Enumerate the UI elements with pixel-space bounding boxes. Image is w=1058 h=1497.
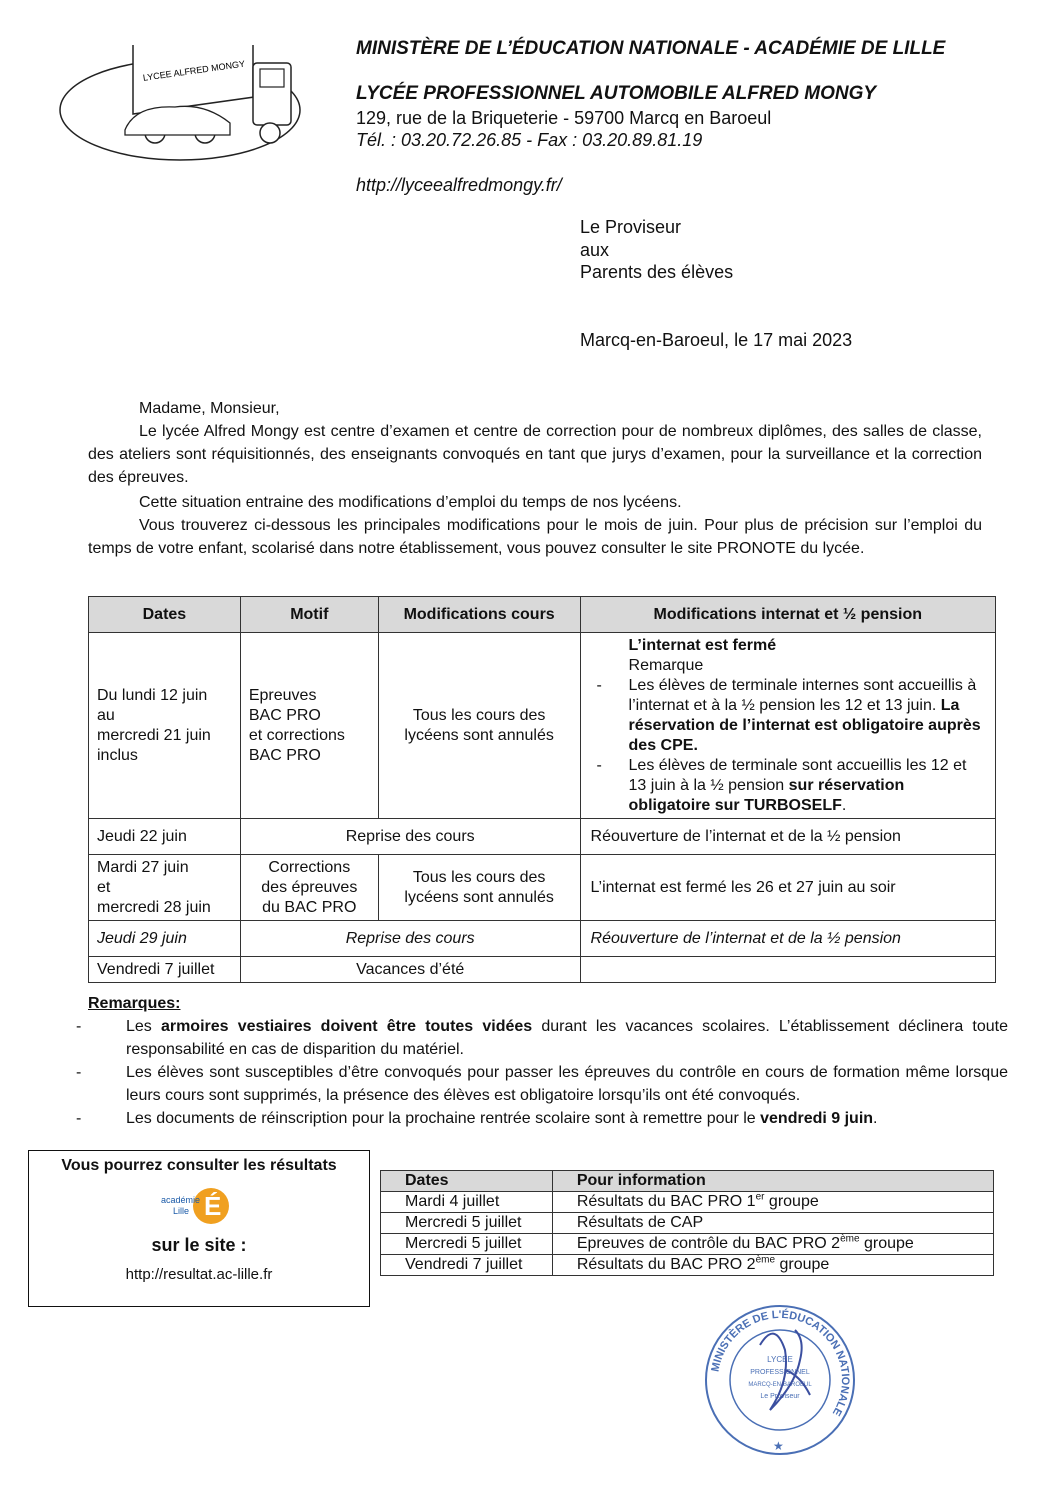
recipient-aux: aux: [580, 240, 610, 260]
school-logo: [55, 45, 305, 165]
paragraph-2: Cette situation entraine des modifications d’emploi du temps de nos lycéens.: [139, 494, 682, 511]
row2-date: Jeudi 22 juin: [89, 819, 241, 855]
paragraph-1: [88, 420, 982, 489]
school-phone: Tél. : 03.20.72.26.85 - Fax : 03.20.89.81.19: [356, 130, 703, 150]
results-header-dates: Dates: [381, 1171, 553, 1192]
results-header-info: Pour information: [552, 1171, 993, 1192]
row1-date-4: inclus: [97, 746, 138, 764]
row1-motif: [240, 633, 378, 819]
logo-text: LYCEE ALFRED MONGY: [142, 58, 246, 83]
row1-motif-1: Epreuves: [248, 686, 317, 704]
row3-dates: [89, 855, 241, 921]
results-box: [28, 1150, 370, 1307]
row1-internat-title: L’internat est fermé: [628, 636, 777, 654]
col-header-cours: Modifications cours: [378, 597, 580, 633]
table-row: [381, 1234, 994, 1255]
remark-item-3: - Les documents de réinscription pour la prochaine rentrée scolaire sont à remettre pour le vendredi 9 juin.: [76, 1110, 878, 1127]
results-site-label: sur le site :: [151, 1235, 247, 1255]
paragraph-3: [88, 514, 982, 560]
row1-bullet-2-text: Les élèves de terminale sont accueillis les 12 et 13 juin à la ½ pension: [628, 756, 967, 794]
row1-bullet-1-bold: La réservation de l’internat est obligatoire auprès des CPE: [628, 696, 981, 754]
remark-3-pre: Les documents de réinscription pour la prochaine rentrée scolaire sont à remettre pour le: [126, 1110, 756, 1127]
remark-item-1: - Les armoires vestiaires doivent être toutes vidées durant les vacances scolaires. L’établissement déclinera toute responsabilité en cas de disparition du matériel.: [76, 1018, 1009, 1058]
school-name: LYCÉE PROFESSIONNEL AUTOMOBILE ALFRED MONGY: [356, 83, 877, 104]
official-stamp: [700, 1300, 860, 1460]
row4-date: Jeudi 29 juin: [89, 921, 241, 957]
paragraph-3-text: Vous trouverez ci-dessous les principales modifications pour le mois de juin. Pour plus de précision sur l’emploi du temps de votre enfant, scolarisé dans notre établissement, vous pouvez consulter le site PRONOTE du lycée.: [88, 517, 982, 557]
stamp-ring-text: MINISTÈRE DE L'ÉDUCATION NATIONALE: [709, 1308, 852, 1418]
remarks-list: [60, 1015, 1008, 1130]
svg-text:É: É: [204, 1191, 222, 1221]
table-row: [89, 921, 996, 957]
results-info: Résultats du BAC PRO 2ème groupe: [552, 1255, 993, 1276]
row2-internat: Réouverture de l’internat et de la ½ pension: [580, 819, 995, 855]
results-table: [380, 1170, 994, 1276]
academie-logo-line2: Lille: [173, 1206, 190, 1216]
paragraph-1-text: Le lycée Alfred Mongy est centre d’examen et centre de correction pour de nombreux diplômes, des salles de classe, des ateliers sont réquisitionnés, des enseignants convoqués en tant que jurys d’examen, pour la surveillance et la correction des épreuves.: [88, 423, 982, 486]
table-row: [89, 633, 996, 819]
row1-internat-remark: Remarque: [628, 656, 704, 674]
remark-1-bold: armoires vestiaires doivent être toutes vidées: [160, 1018, 533, 1035]
stamp-center-3: MARCQ-EN-BAROEUL: [748, 1382, 812, 1388]
sender-line: Le Proviseur: [580, 217, 682, 237]
remarks-title: Remarques:: [88, 995, 181, 1012]
recipient-line: Parents des élèves: [580, 262, 734, 282]
results-date: Mercredi 5 juillet: [381, 1234, 553, 1255]
results-date: Vendredi 7 juillet: [381, 1255, 553, 1276]
table-row: [89, 819, 996, 855]
col-header-motif: Motif: [240, 597, 378, 633]
table-row: [381, 1192, 994, 1213]
school-address: 129, rue de la Briqueterie - 59700 Marcq en Baroeul: [356, 108, 772, 128]
remark-item-2: - Les élèves sont susceptibles d’être convoqués pour passer les épreuves du contrôle en cours de formation même lorsque leurs cours sont supprimés, la présence des élèves est obligatoire lorsqu’ils ont été convoqués.: [76, 1064, 1008, 1104]
row3-date-1: Mardi 27 juin: [97, 858, 189, 876]
row1-dates: [89, 633, 241, 819]
row1-motif-3: et corrections: [248, 726, 345, 744]
row1-motif-2: BAC PRO: [248, 706, 321, 724]
row1-date-3: mercredi 21 juin: [97, 726, 211, 744]
table-row: [381, 1213, 994, 1234]
remark-3-bold: vendredi 9 juin: [760, 1110, 874, 1127]
row3-motif-2: des épreuves: [261, 878, 358, 896]
results-header-row: [381, 1171, 994, 1192]
row1-date-1: Du lundi 12 juin: [97, 686, 208, 704]
remark-1-pre: Les: [126, 1018, 152, 1035]
row3-motif-1: Corrections: [268, 858, 351, 876]
schedule-table: [88, 596, 996, 983]
school-website[interactable]: http://lyceealfredmongy.fr/: [356, 175, 562, 195]
row1-bullet-1-text: Les élèves de terminale internes sont accueillis à l’internat et à la ½ pension les 12 et 13 juin.: [628, 676, 977, 714]
results-url[interactable]: http://resultat.ac-lille.fr: [125, 1266, 273, 1283]
row1-bullet-2: - Les élèves de terminale sont accueillis les 12 et 13 juin à la ½ pension sur réservation obligatoire sur TURBOSELF.: [596, 756, 967, 814]
row1-bullet-1: - Les élèves de terminale internes sont accueillis à l’internat et à la ½ pension les 12 et 13 juin. La réservation de l’internat est obligatoire auprès des CPE.: [596, 676, 981, 754]
row3-motif: [240, 855, 378, 921]
col-header-dates: Dates: [89, 597, 241, 633]
row2-merged: Reprise des cours: [240, 819, 580, 855]
row5-date: Vendredi 7 juillet: [89, 957, 241, 983]
row1-date-2: au: [97, 706, 115, 724]
table-row: [381, 1255, 994, 1276]
row4-merged: Reprise des cours: [240, 921, 580, 957]
table-header-row: [89, 597, 996, 633]
row1-bullet-2-bold: sur réservation obligatoire sur TURBOSELF: [628, 776, 905, 814]
row3-date-3: mercredi 28 juin: [97, 898, 211, 916]
row1-internat: [580, 633, 995, 819]
results-info: Résultats de CAP: [552, 1213, 993, 1234]
row3-cours: Tous les cours des lycéens sont annulés: [378, 855, 580, 921]
results-date: Mardi 4 juillet: [381, 1192, 553, 1213]
row3-motif-3: du BAC PRO: [262, 898, 357, 916]
remark-1-post: durant les vacances scolaires. L’établissement déclinera toute responsabilité en cas de disparition du matériel.: [126, 1018, 1009, 1058]
row5-internat: [580, 957, 995, 983]
row5-merged: Vacances d’été: [240, 957, 580, 983]
remark-2-text: Les élèves sont susceptibles d’être convoqués pour passer les épreuves du contrôle en cours de formation même lorsque leurs cours sont supprimés, la présence des élèves est obligatoire lorsqu’ils ont été convoqués.: [126, 1064, 1008, 1104]
row1-motif-4: BAC PRO: [248, 746, 321, 764]
date-line: Marcq-en-Baroeul, le 17 mai 2023: [580, 330, 853, 350]
stamp-center-4: Le Proviseur: [760, 1393, 800, 1400]
table-row: [89, 855, 996, 921]
academie-logo: [159, 1181, 239, 1231]
stamp-center-2: PROFESSIONNEL: [750, 1369, 810, 1376]
row1-cours: Tous les cours des lycéens sont annulés: [378, 633, 580, 819]
results-info: Epreuves de contrôle du BAC PRO 2ème groupe: [552, 1234, 993, 1255]
row3-date-2: et: [97, 878, 111, 896]
row4-internat: Réouverture de l’internat et de la ½ pension: [580, 921, 995, 957]
svg-text:★: ★: [773, 1439, 784, 1453]
salutation: Madame, Monsieur,: [139, 400, 280, 417]
results-info: Résultats du BAC PRO 1er groupe: [552, 1192, 993, 1213]
row3-internat: L’internat est fermé les 26 et 27 juin au soir: [580, 855, 995, 921]
ministry-title: MINISTÈRE DE L’ÉDUCATION NATIONALE - ACADÉMIE DE LILLE: [356, 38, 946, 59]
table-row: [89, 957, 996, 983]
col-header-internat: Modifications internat et ½ pension: [580, 597, 995, 633]
stamp-center-1: LYCÉE: [767, 1355, 793, 1364]
results-box-title: Vous pourrez consulter les résultats: [61, 1157, 337, 1174]
results-date: Mercredi 5 juillet: [381, 1213, 553, 1234]
academie-logo-line1: académie: [161, 1195, 201, 1205]
